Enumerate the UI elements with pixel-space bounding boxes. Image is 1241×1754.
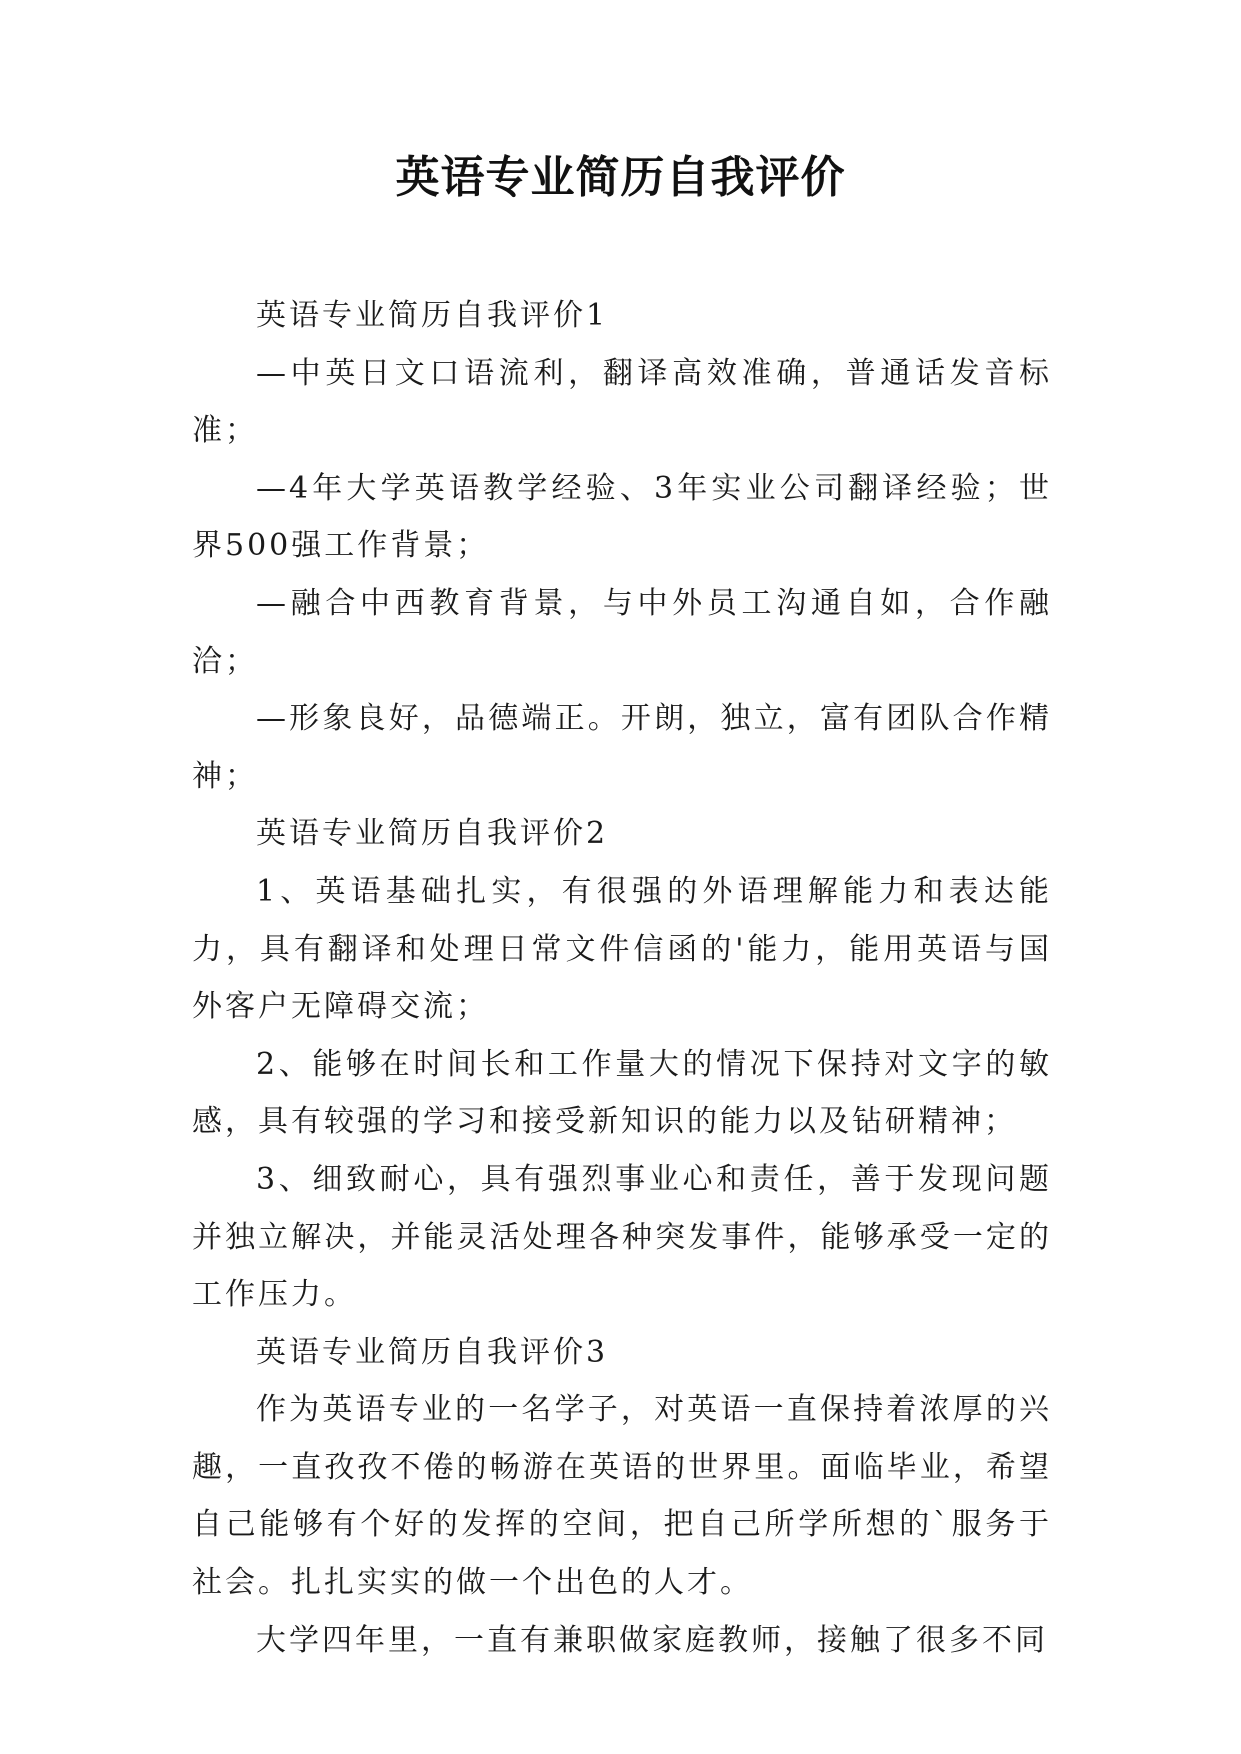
list-item: —4年大学英语教学经验、3年实业公司翻译经验；世界500强工作背景； bbox=[192, 470, 1052, 564]
body-paragraph: 作为英语专业的一名学子，对英语一直保持着浓厚的兴趣，一直孜孜不倦的畅游在英语的世界里。面临毕业，希望自己能够有个好的发挥的空间，把自己所学所想的`服务于社会。扎扎实实的做一个出色的人才。 bbox=[192, 1392, 1052, 1601]
page-title: 英语专业简历自我评价 bbox=[395, 152, 846, 203]
list-item: —形象良好，品德端正。开朗，独立，富有团队合作精神； bbox=[192, 701, 1052, 794]
section-heading-3: 英语专业简历自我评价3 bbox=[256, 1334, 609, 1370]
body-paragraph: 大学四年里，一直有兼职做家庭教师，接触了很多不同 bbox=[256, 1622, 1048, 1658]
document-body bbox=[192, 287, 1052, 1669]
section-heading-1: 英语专业简历自我评价1 bbox=[256, 298, 609, 333]
section-heading-2: 英语专业简历自我评价2 bbox=[256, 816, 609, 852]
list-item: 1、英语基础扎实，有很强的外语理解能力和表达能力，具有翻译和处理日常文件信函的'能力，能用英语与国外客户无障碍交流； bbox=[192, 873, 1052, 1025]
list-item: 2、能够在时间长和工作量大的情况下保持对文字的敏感，具有较强的学习和接受新知识的能力以及钻研精神； bbox=[192, 1046, 1052, 1140]
list-item: —中英日文口语流利，翻译高效准确，普通话发音标准； bbox=[192, 355, 1052, 449]
list-item: 3、细致耐心，具有强烈事业心和责任，善于发现问题并独立解决，并能灵活处理各种突发事件，能够承受一定的工作压力。 bbox=[192, 1161, 1052, 1313]
list-item: —融合中西教育背景，与中外员工沟通自如，合作融洽； bbox=[192, 585, 1052, 679]
